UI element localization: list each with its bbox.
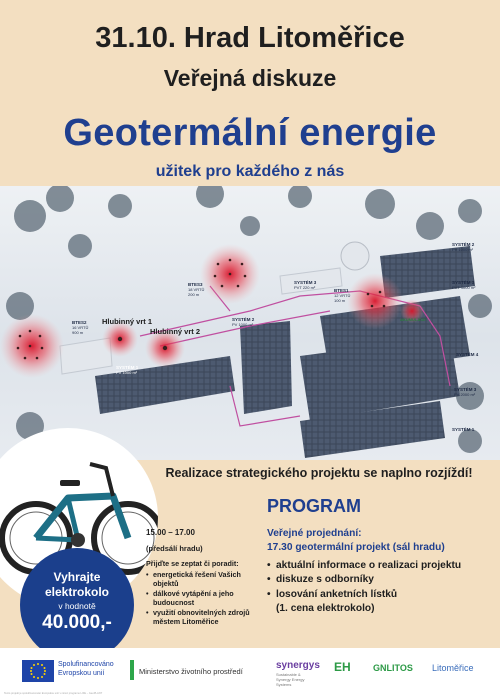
system2-mid-label-2: PV 1000 m² [232,322,254,327]
consultation-topics [146,570,254,627]
system3-right-label-1: SYSTÉM 3 [452,280,475,285]
btes1-label-2: 12 VRTŮ [334,293,351,298]
system3-top-label-2: PVT 220 m² [294,285,316,290]
prize-amount: 40.000,- [42,612,112,633]
system2-far-label-2: PV 1000 m² [452,247,474,252]
gnlitos-logo: GNLITOS [373,663,413,673]
consultation-topic: • energetická řešení Vašich objektů [146,570,254,589]
eh-logo: EH [334,660,351,674]
system3-bottom-label-1: SYSTÉM 3 [454,387,477,392]
system2-far-label-1: SYSTÉM 2 [452,242,475,247]
btes2-label-1: BTES2 [72,320,87,325]
event-date-title: 31.10. Hrad Litoměřice [95,22,405,54]
program-item: • losování anketních lístků [267,588,497,602]
system2-mid-label-1: SYSTÉM 2 [232,317,255,322]
btes2-label-2: 16 VRTŮ [72,325,89,330]
btes1-label-3: 100 m [334,298,346,303]
prize-line-2: elektrokolo [44,585,110,599]
consultation-location: (předsálí hradu) [146,543,203,553]
accumulation-label: AKUMULACE [400,317,426,322]
eu-cofinancing-text [58,661,128,679]
system3-bottom-label-2: PV 2000 m² [454,392,476,397]
site-map-svg [0,186,500,460]
deep-well-2-label: Hlubinný vrt 2 [150,327,201,336]
event-type: Veřejná diskuze [163,65,337,91]
system4-label: SYSTÉM 4 [456,352,479,357]
ministry-name: Ministerstvo životního prostředí [139,667,243,676]
prize-line-1: Vyhrajte [53,570,101,584]
ministry-logo-icon [130,660,134,680]
program-item: • aktuální informace o realizaci projektu [267,559,497,573]
btes3-label-3: 200 m [188,292,200,297]
fine-print: Tento projekt je spolufinancován Evropskou unií v rámci programu LIFE – GeoPLANT [4,692,103,695]
synergys-tagline: Sustainable & Synergy Energy Systems [276,672,305,687]
sponsor-footer [0,648,500,700]
program-item: • diskuze s odborníky [267,573,497,587]
program-title: PROGRAM [267,496,361,516]
program-items [267,559,497,602]
program-line-1: Veřejné projednání: [267,528,362,539]
tagline: Realizace strategického projektu se naplno rozjíždí! [165,466,473,480]
system1-left-label-1: SYSTÉM 1 [116,365,139,370]
consultation-schedule [146,528,254,627]
consultation-topic: • využití obnovitelných zdrojů městem Litoměřice [146,608,254,627]
program-line-2: 17.30 geotermální projekt (sál hradu) [267,542,445,554]
site-map-illustration [0,186,500,460]
eu-flag-icon [22,660,54,682]
btes3-label-2: 18 VRTŮ [188,287,205,292]
system1-bottom-label: SYSTÉM 1 [452,427,475,432]
btes1-label-1: BTES1 [334,288,349,293]
consultation-topic: • dálkové vytápění a jeho budoucnost [146,589,254,608]
system1-left-label-2: PV 1000 m² [116,370,138,375]
poster-header [0,0,500,180]
consultation-intro: Přijďte se zeptat či poradit: [146,559,239,569]
eu-text-line-1: Spolufinancováno [58,661,114,668]
subtitle: užitek pro každého z nás [155,163,345,180]
synergys-logo: synergys [276,660,320,671]
prize-line-3: v hodnotě [58,601,96,611]
btes3-label-1: BTES3 [188,282,203,287]
prize-badge [20,548,134,662]
program-details [267,527,497,617]
system3-top-label-1: SYSTÉM 3 [294,280,317,285]
deep-well-1-label: Hlubinný vrt 1 [102,317,153,326]
program-item-continuation: (1. cena elektrokolo) [276,603,375,615]
eu-stars-icon [22,660,54,682]
btes2-label-3: 900 m [72,330,84,335]
litomerice-logo: Litoměřice [432,663,474,673]
eu-text-line-2: Evropskou unií [58,669,105,677]
main-title: Geotermální energie [63,112,437,154]
consultation-time: 15.00 – 17.00 [146,528,195,537]
system3-right-label-2: PVT 1000 m² [452,285,476,290]
